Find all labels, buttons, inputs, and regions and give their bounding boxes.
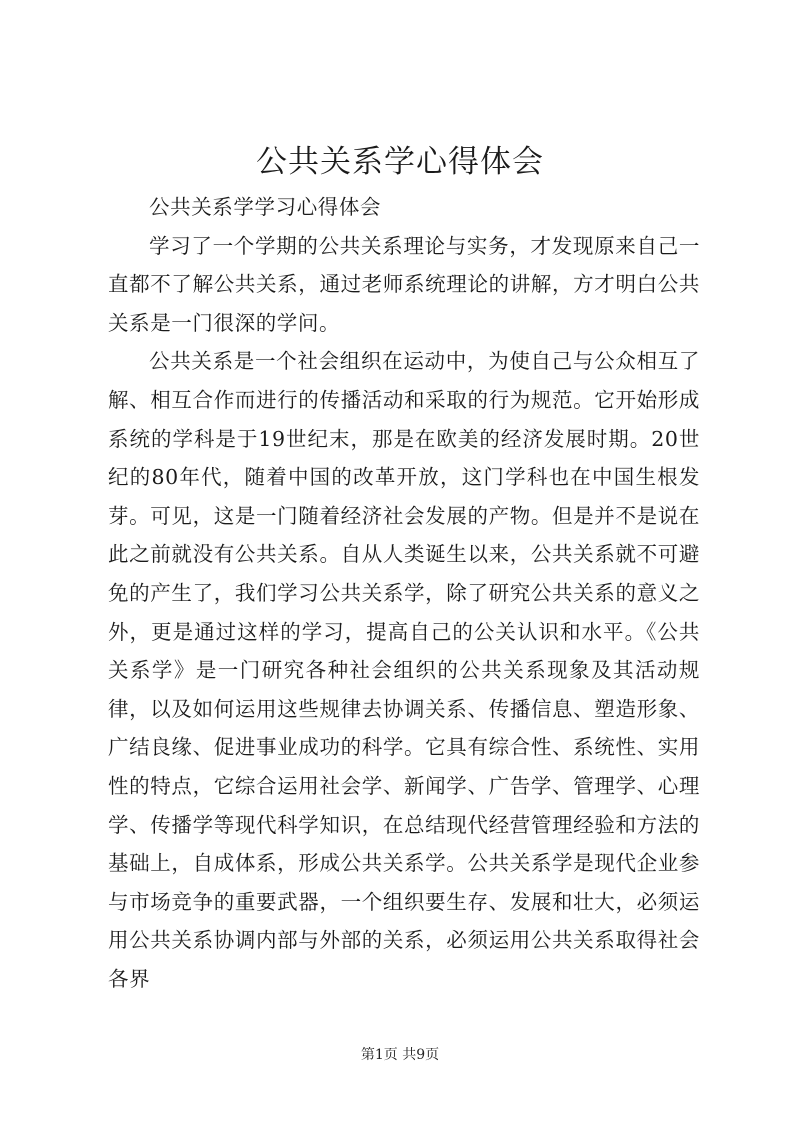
body-paragraph: 学习了一个学期的公共关系理论与实务，才发现原来自己一直都不了解公共关系，通过老师系统理论的讲解，方才明白公共关系是一门很深的学问。: [108, 233, 700, 335]
subtitle-paragraph: 公共关系学学习心得体会: [149, 195, 382, 219]
document-body: [108, 188, 700, 998]
page-number-footer: 第1页 共9页: [360, 1047, 440, 1063]
page-title: 公共关系学心得体会: [256, 144, 544, 180]
body-paragraph: 公共关系是一个社会组织在运动中，为使自己与公众相互了解、相互合作而进行的传播活动和采取的行为规范。它开始形成系统的学科是于19世纪末，那是在欧美的经济发展时期。20世纪的80年代，随着中国的改革开放，这门学科也在中国生根发芽。可见，这是一门随着经济社会发展的产物。但是并不是说在此之前就没有公共关系。自从人类诞生以来，公共关系就不可避免的产生了，我们学习公共关系学，除了研究公共关系的意义之外，更是通过这样的学习，提高自己的公关认识和水平。《公共关系学》是一门研究各种社会组织的公共关系现象及其活动规律，以及如何运用这些规律去协调关系、传播信息、塑造形象、广结良缘、促进事业成功的科学。它具有综合性、系统性、实用性的特点，它综合运用社会学、新闻学、广告学、管理学、心理学、传播学等现代科学知识，在总结现代经营管理经验和方法的基础上，自成体系，形成公共关系学。公共关系学是现代企业参与市场竞争的重要武器，一个组织要生存、发展和壮大，必须运用公共关系协调内部与外部的关系，必须运用公共关系取得社会各界: [108, 349, 700, 991]
